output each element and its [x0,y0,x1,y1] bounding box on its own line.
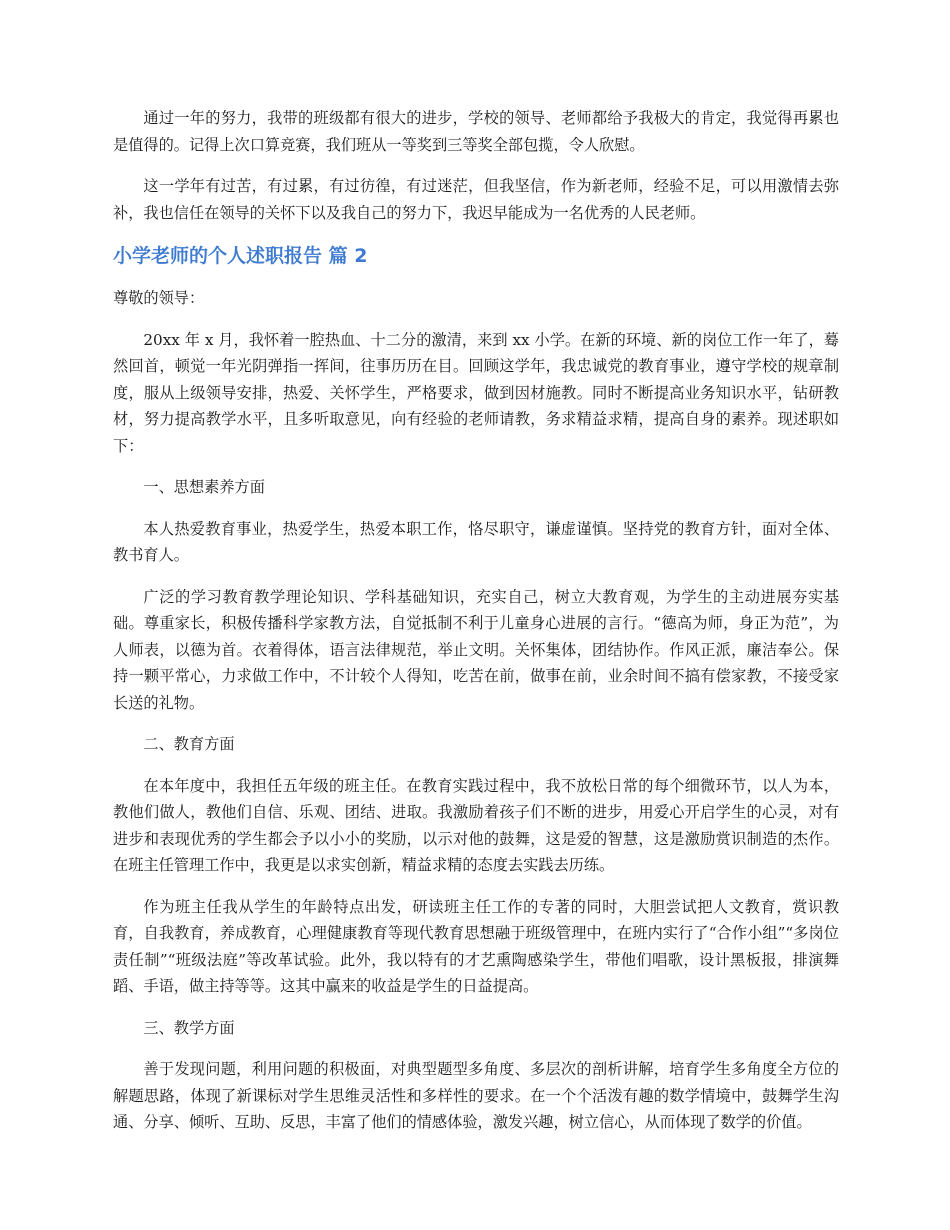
section-title: 小学老师的个人述职报告 篇 2 [113,245,368,267]
paragraph-education-1: 在本年度中，我担任五年级的班主任。在教育实践过程中，我不放松日常的每个细微环节，以人为本，教他们做人，教他们自信、乐观、团结、进取。我激励着孩子们不断的进步，用爱心开启学生的心灵，对有进步和表现优秀的学生都会予以小小的奖励，以示对他的鼓舞，这是爱的智慧，这是激励赏识制造的杰作。在班主任管理工作中，我更是以求实创新，精益求精的态度去实践去历练。 [113,776,839,874]
salutation: 尊敬的领导： [113,289,205,307]
paragraph-education-2: 作为班主任我从学生的年龄特点出发，研读班主任工作的专著的同时，大胆尝试把人文教育，赏识教育，自我教育，养成教育，心理健康教育等现代教育思想融于班级管理中，在班内实行了“合作小组”“多岗位责任制”“班级法庭”等改革试验。此外，我以特有的才艺熏陶感染学生，带他们唱歌，设计黑板报，排演舞蹈、手语，做主持等等。这其中赢来的收益是学生的日益提高。 [113,897,839,995]
heading-ideology: 一、思想素养方面 [143,478,265,496]
heading-education: 二、教育方面 [143,735,235,753]
heading-teaching: 三、教学方面 [143,1018,235,1037]
paragraph-teaching-1: 善于发现问题，利用问题的积极面，对典型题型多角度、多层次的剖析讲解，培育学生多角度全方位的解题思路，体现了新课标对学生思维灵活性和多样性的要求。在一个个活泼有趣的数学情境中，鼓舞学生沟通、分享、倾听、互助、反思，丰富了他们的情感体验，激发兴趣，树立信心，从而体现了数学的价值。 [113,1060,839,1131]
paragraph-ideology-2: 广泛的学习教育教学理论知识、学科基础知识，充实自己，树立大教育观，为学生的主动进展夯实基础。尊重家长，积极传播科学家教方法，自觉抵制不利于儿童身心进展的言行。“德高为师，身正为范”，为人师表，以德为首。衣着得体，语言法律规范，举止文明。关怀集体，团结协作。作风正派，廉洁奉公。保持一颗平常心，力求做工作中，不计较个人得知，吃苦在前，做事在前，业余时间不搞有偿家教，不接受家长送的礼物。 [113,587,839,712]
paragraph-year-reflection: 这一学年有过苦，有过累，有过彷徨，有过迷茫，但我坚信，作为新老师，经验不足，可以用激情去弥补，我也信任在领导的关怀下以及我自己的努力下，我迟早能成为一名优秀的人民老师。 [113,177,839,222]
paragraph-ideology-1: 本人热爱教育事业，热爱学生，热爱本职工作，恪尽职守，谦虚谨慎。坚持党的教育方针，面对全体、教书育人。 [113,519,839,564]
paragraph-intro: 20xx 年 x 月，我怀着一腔热血、十二分的激清，来到 xx 小学。在新的环境、新的岗位工作一年了，蓦然回首，顿觉一年光阴弹指一挥间，往事历历在目。回顾这学年，我忠诚党的教育事业，遵守学校的规章制度，服从上级领导安排，热爱、关怀学生，严格要求，做到因材施教。同时不断提高业务知识水平，钻研教材，努力提高教学水平，且多听取意见，向有经验的老师请教，务求精益求精，提高自身的素养。现述职如下： [113,330,839,455]
paragraph-effort-results: 通过一年的努力，我带的班级都有很大的进步，学校的领导、老师都给予我极大的肯定，我觉得再累也是值得的。记得上次口算竞赛，我们班从一等奖到三等奖全部包揽，令人欣慰。 [113,109,839,154]
document-page [113,105,839,1151]
